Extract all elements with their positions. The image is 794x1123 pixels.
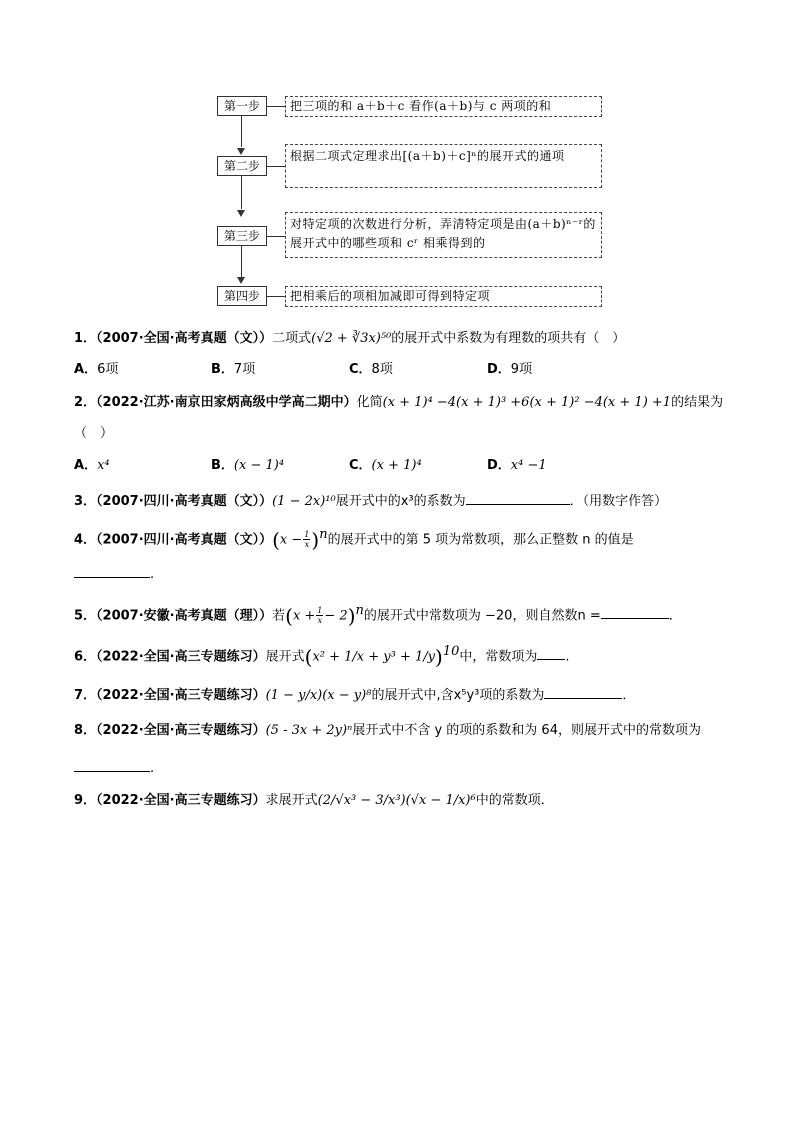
fraction-denominator: x (304, 540, 310, 550)
question-number: 3． (74, 494, 97, 509)
question-1 (74, 330, 625, 348)
option-d[interactable] (487, 457, 547, 475)
math-expression: (√2 + ∛3x)⁵⁰ (311, 331, 392, 346)
option-d[interactable] (487, 361, 532, 379)
question-4 (74, 526, 634, 552)
math-expression: − 2 (324, 608, 348, 624)
flow-step-3: 第三步 (217, 226, 267, 246)
question-3 (74, 490, 667, 511)
option-a[interactable] (74, 457, 110, 475)
option-text: (x − 1)⁴ (233, 458, 285, 473)
exponent: n (355, 603, 364, 618)
option-text: 7项 (233, 362, 256, 377)
question-source: （2022·江苏·南京田家炳高级中学高二期中） (96, 395, 357, 410)
flow-desc-4: 把相乘后的项相加减即可得到特定项 (285, 286, 602, 307)
question-tail: . (150, 761, 155, 776)
connector-4 (267, 296, 285, 297)
question-7 (74, 684, 635, 705)
question-text: 的展开式中系数为有理数的项共有（ ） (391, 331, 626, 346)
question-tail: . (565, 649, 570, 665)
option-text: 6项 (97, 362, 119, 377)
answer-blank[interactable] (74, 757, 150, 772)
question-number: 5． (74, 608, 97, 624)
option-letter: A． (74, 362, 98, 377)
option-letter: B． (211, 362, 234, 377)
question-text: 展开式中不含 y 的项的系数和为 64，则展开式中的常数项为 (352, 723, 701, 738)
math-expression: (1 − 2x)¹⁰ (272, 494, 336, 509)
question-text: 展开式 (265, 649, 305, 665)
flow-arrow-3 (241, 246, 242, 277)
question-text: 若 (272, 608, 286, 624)
option-b[interactable] (211, 457, 284, 475)
math-expression: (2/√x³ − 3/x³)(√x − 1/x)⁶ (317, 793, 476, 808)
open-paren: ( (285, 603, 293, 628)
question-number: 6． (74, 649, 97, 665)
arrowhead-1 (237, 148, 245, 155)
flow-desc-3: 对特定项的次数进行分析，弄清特定项是由(a＋b)ⁿ⁻ʳ的展开式中的哪些项和 cʳ 相乘得到的 (285, 212, 602, 258)
question-tail: ． (622, 688, 636, 703)
flow-step-1: 第一步 (217, 96, 267, 116)
connector-1 (267, 106, 285, 107)
option-a[interactable] (74, 361, 118, 379)
math-expression: (5 - 3x + 2y)ⁿ (265, 723, 353, 738)
question-2 (74, 394, 723, 412)
question-text: 展开式中的x³的系数为 (335, 494, 466, 509)
question-number: 4． (74, 532, 97, 548)
flow-arrow-1 (241, 116, 242, 147)
answer-blank[interactable] (74, 563, 150, 578)
option-letter: A． (74, 458, 98, 473)
question-source: （2007·全国·高考真题（文）） (96, 331, 273, 346)
question-number: 2． (74, 395, 97, 410)
question-tail: ．（用数字作答） (569, 494, 668, 509)
question-text: 化简 (356, 395, 383, 410)
open-paren: ( (304, 644, 313, 669)
option-letter: C． (349, 458, 372, 473)
option-letter: C． (349, 362, 372, 377)
exponent: 10 (442, 644, 460, 659)
question-4-line-2 (74, 563, 154, 584)
math-expression: x² + 1/x + y³ + 1/y (312, 649, 435, 665)
question-8 (74, 722, 701, 740)
fraction-numerator: 1 (317, 606, 323, 616)
close-paren: ) (435, 644, 443, 669)
question-source: （2022·全国·高三专题练习） (96, 649, 266, 665)
option-text: 9项 (510, 362, 533, 377)
exponent: n (319, 527, 328, 542)
connector-3 (267, 236, 285, 237)
open-paren: ( (272, 527, 280, 552)
option-c[interactable] (349, 457, 422, 475)
question-source: （2022·全国·高三专题练习） (96, 793, 266, 808)
option-text: 8项 (371, 362, 393, 377)
answer-blank[interactable] (537, 645, 565, 660)
question-text: 的展开式中常数项为 −20，则自然数n = (363, 608, 601, 624)
question-source: （2007·四川·高考真题（文）） (96, 532, 273, 548)
option-letter: D． (487, 362, 511, 377)
question-text: 中的常数项． (475, 793, 554, 808)
option-letter: B． (211, 458, 234, 473)
question-tail: . (150, 567, 155, 582)
fraction (303, 530, 310, 549)
question-number: 8． (74, 723, 97, 738)
question-8-line-2 (74, 757, 154, 778)
fraction-denominator: x (317, 616, 323, 626)
question-9 (74, 792, 554, 810)
option-letter: D． (487, 458, 511, 473)
question-number: 7． (74, 688, 97, 703)
answer-blank[interactable] (601, 604, 669, 619)
option-text: (x + 1)⁴ (371, 458, 422, 473)
math-expression: x − (279, 532, 303, 548)
flow-step-2: 第二步 (217, 156, 267, 176)
question-6 (74, 643, 570, 669)
question-text: 求展开式 (265, 793, 318, 808)
answer-blank[interactable] (544, 684, 622, 699)
answer-blank[interactable] (466, 490, 570, 505)
question-5 (74, 602, 682, 628)
question-text: 中，常数项为 (459, 649, 538, 665)
math-expression: (1 − y/x)(x − y)⁸ (265, 688, 372, 703)
question-source: （2022·全国·高三专题练习） (96, 688, 266, 703)
question-text: 二项式 (272, 331, 312, 346)
close-paren: ) (311, 527, 320, 552)
question-tail: ． (668, 608, 682, 624)
question-number: 9． (74, 793, 97, 808)
fraction (316, 606, 323, 625)
flow-desc-2: 根据二项式定理求出[(a＋b)＋c]ⁿ的展开式的通项 (285, 144, 602, 188)
answer-bracket: （ ） (74, 426, 114, 441)
question-source: （2007·安徽·高考真题（理）） (96, 608, 273, 624)
option-text: x⁴ (97, 458, 110, 473)
option-c[interactable] (349, 361, 393, 379)
question-number: 1． (74, 331, 97, 346)
flow-arrow-2 (241, 176, 242, 209)
math-expression: x + (292, 608, 316, 624)
arrowhead-3 (237, 277, 245, 284)
math-expression: (x + 1)⁴ −4(x + 1)³ +6(x + 1)² −4(x + 1) +1 (382, 395, 672, 410)
question-source: （2007·四川·高考真题（文）） (96, 494, 273, 509)
arrowhead-2 (237, 210, 245, 217)
question-source: （2022·全国·高三专题练习） (96, 723, 266, 738)
method-flowchart (0, 0, 794, 320)
fraction-numerator: 1 (304, 530, 310, 540)
question-text: 的展开式中,含x⁵y³项的系数为 (371, 688, 545, 703)
option-b[interactable] (211, 361, 255, 379)
close-paren: ) (347, 603, 356, 628)
connector-2 (267, 166, 285, 167)
question-text: 的展开式中的第 5 项为常数项，那么正整数 n 的值是 (327, 532, 634, 548)
flow-step-4: 第四步 (217, 286, 267, 306)
question-text: 的结果为 (671, 395, 724, 410)
option-text: x⁴ −1 (510, 458, 547, 473)
flow-desc-1: 把三项的和 a＋b＋c 看作(a＋b)与 c 两项的和 (285, 96, 602, 117)
